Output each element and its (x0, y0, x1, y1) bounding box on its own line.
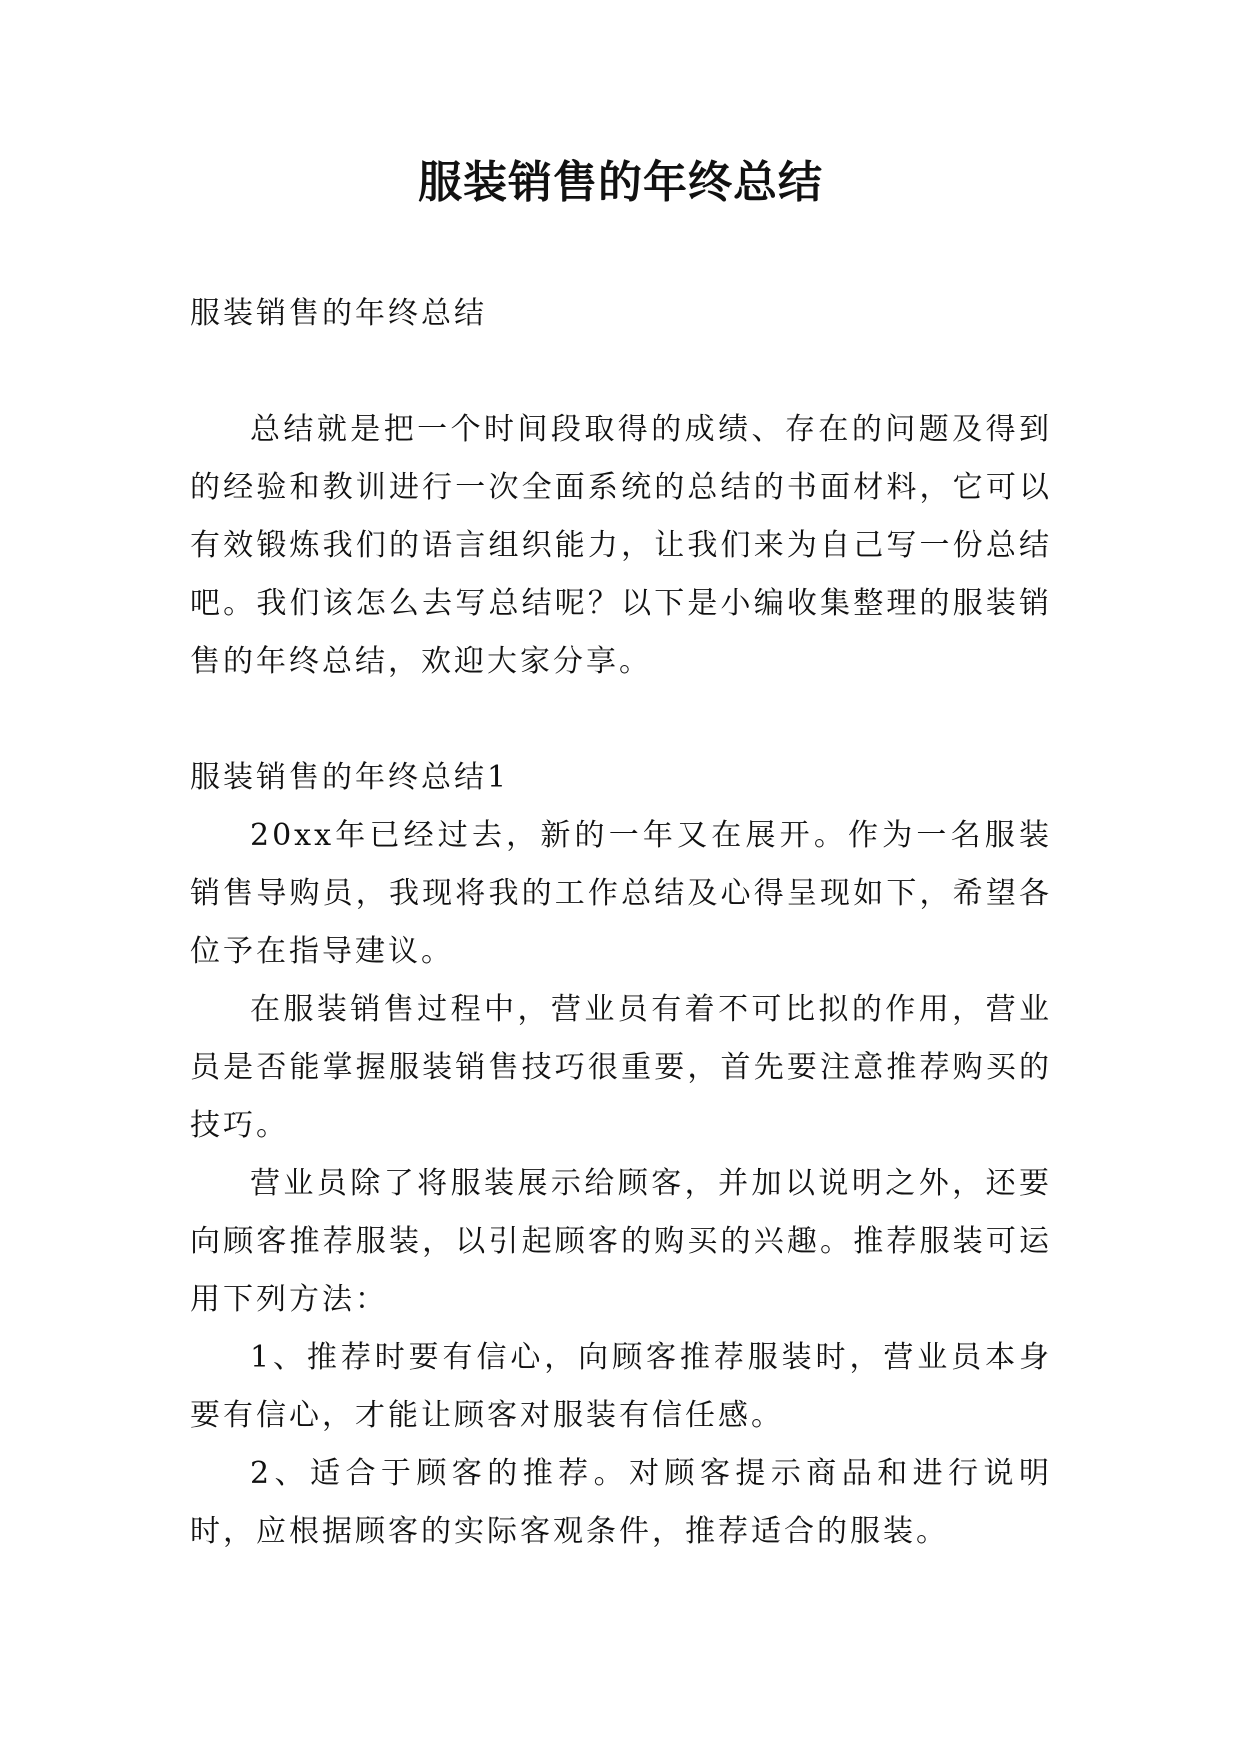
intro-paragraph: 总结就是把一个时间段取得的成绩、存在的问题及得到的经验和教训进行一次全面系统的总结的书面材料，它可以有效锻炼我们的语言组织能力，让我们来为自己写一份总结吧。我们该怎么去写总结呢？以下是小编收集整理的服装销售的年终总结，欢迎大家分享。 (190, 412, 1052, 679)
body-paragraph: 2、适合于顾客的推荐。对顾客提示商品和进行说明时，应根据顾客的实际客观条件，推荐适合的服装。 (190, 1456, 1052, 1549)
document-title: 服装销售的年终总结 (418, 157, 823, 208)
document-body (190, 285, 1052, 1561)
document-subtitle: 服装销售的年终总结 (190, 296, 487, 331)
body-paragraph: 20xx年已经过去，新的一年又在展开。作为一名服装销售导购员，我现将我的工作总结及心得呈现如下，希望各位予在指导建议。 (190, 818, 1052, 969)
section-heading: 服装销售的年终总结1 (190, 760, 510, 795)
body-paragraph: 营业员除了将服装展示给顾客，并加以说明之外，还要向顾客推荐服装，以引起顾客的购买的兴趣。推荐服装可运用下列方法： (190, 1166, 1052, 1317)
body-paragraph: 在服装销售过程中，营业员有着不可比拟的作用，营业员是否能掌握服装销售技巧很重要，首先要注意推荐购买的技巧。 (190, 992, 1052, 1143)
body-paragraph: 1、推荐时要有信心，向顾客推荐服装时，营业员本身要有信心，才能让顾客对服装有信任感。 (190, 1340, 1052, 1433)
